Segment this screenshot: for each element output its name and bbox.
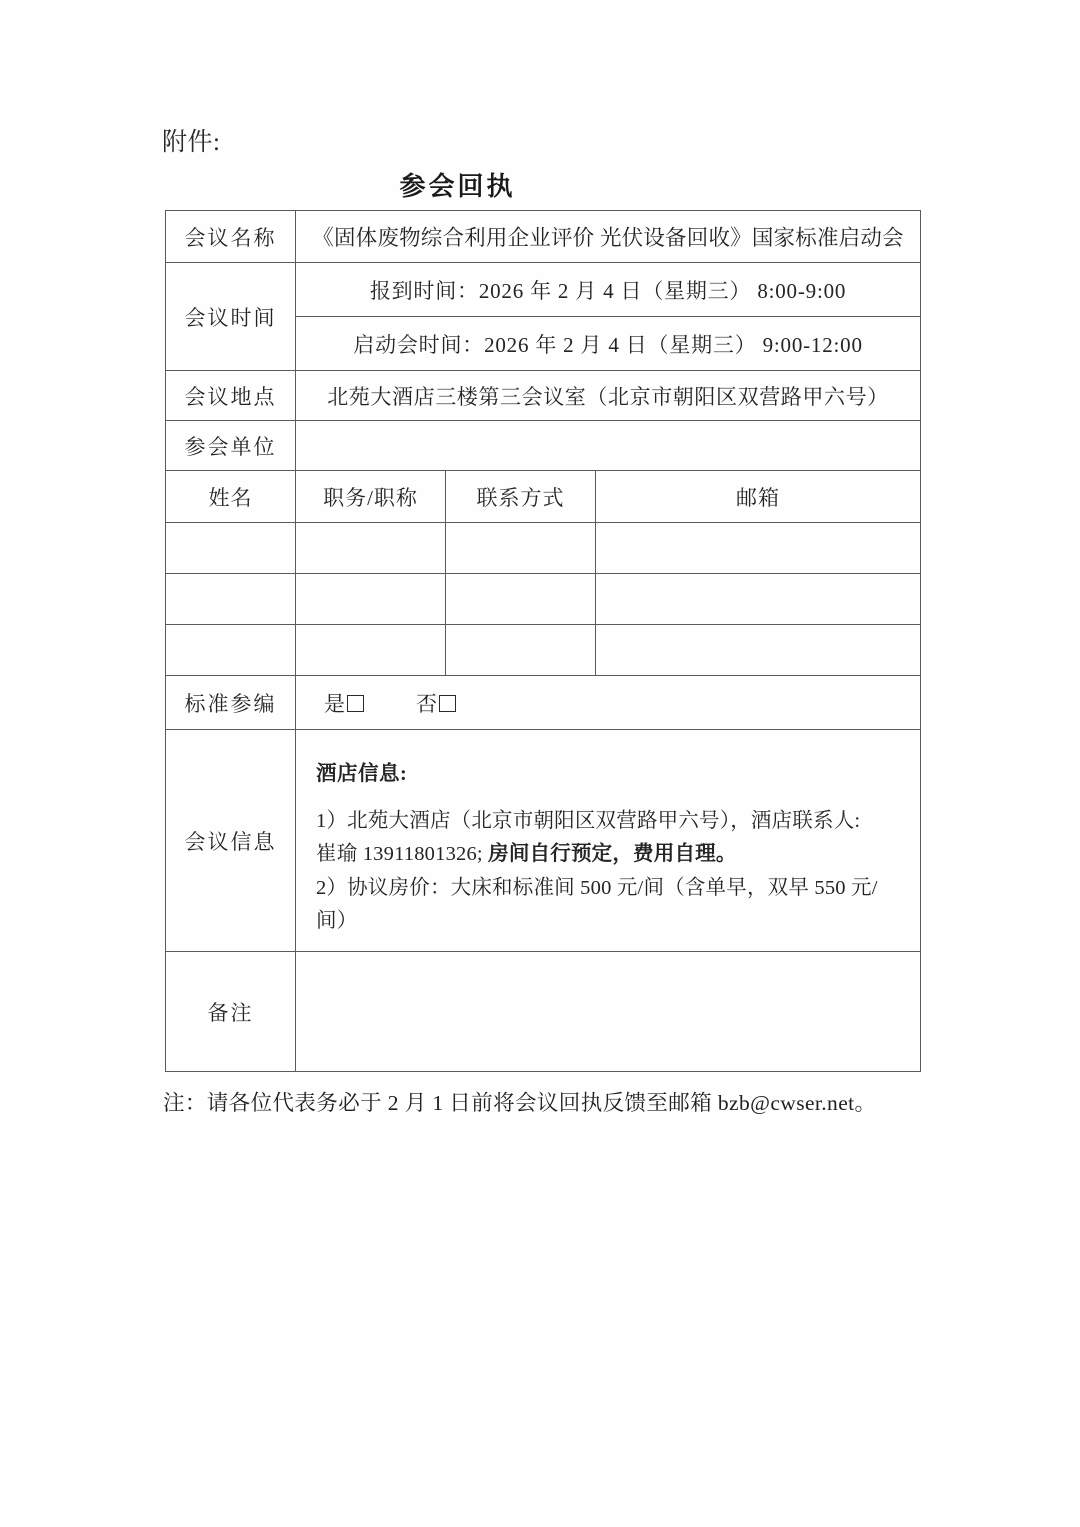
checkin-time-text: 报到时间：2026 年 2 月 4 日（星期三） 8:00-9:00	[369, 278, 847, 303]
page-title: 参会回执	[399, 172, 516, 201]
cell-meeting-info-content	[296, 730, 921, 952]
person-position-input[interactable]	[296, 523, 446, 574]
table-row	[166, 625, 921, 676]
meeting-receipt-table	[165, 210, 921, 1072]
cell-checkin-time	[296, 263, 921, 317]
person-contact-input[interactable]	[446, 574, 596, 625]
column-header-email: 邮箱	[596, 471, 921, 523]
table-row-remark	[166, 952, 921, 1072]
option-no-label: 否	[416, 691, 437, 716]
cell-kickoff-time	[296, 317, 921, 371]
checkbox-no[interactable]	[439, 695, 456, 712]
person-name-input[interactable]	[166, 574, 296, 625]
label-attending-unit: 参会单位	[166, 421, 296, 471]
hotel-booking-note: 房间自行预定，费用自理。	[488, 843, 737, 866]
label-meeting-name: 会议名称	[166, 211, 296, 263]
checkbox-yes[interactable]	[347, 695, 364, 712]
person-position-input[interactable]	[296, 574, 446, 625]
table-row	[166, 574, 921, 625]
meeting-info-block	[296, 730, 920, 948]
column-header-name: 姓名	[166, 471, 296, 523]
column-header-contact: 联系方式	[446, 471, 596, 523]
table-header-row-persons	[166, 471, 921, 523]
kickoff-time-text: 启动会时间：2026 年 2 月 4 日（星期三） 9:00-12:00	[353, 332, 863, 357]
person-contact-input[interactable]	[446, 625, 596, 676]
hotel-info-heading: 酒店信息:	[316, 763, 408, 785]
person-email-input[interactable]	[596, 523, 921, 574]
person-position-input[interactable]	[296, 625, 446, 676]
meeting-place-text: 北苑大酒店三楼第三会议室（北京市朝阳区双营路甲六号）	[327, 384, 889, 409]
attachment-label: 附件:	[162, 129, 221, 156]
hotel-info-line-2	[316, 838, 904, 871]
meeting-name-text: 《固体废物综合利用企业评价 光伏设备回收》国家标准启动会	[312, 226, 904, 250]
hotel-info-line-1: 1）北苑大酒店（北京市朝阳区双营路甲六号），酒店联系人:	[316, 810, 861, 833]
hotel-contact-phone: 崔瑜 13911801326;	[316, 843, 489, 866]
person-name-input[interactable]	[166, 523, 296, 574]
label-remark: 备注	[166, 952, 296, 1072]
label-standard-participation: 标准参编	[166, 676, 296, 730]
label-meeting-time: 会议时间	[166, 263, 296, 371]
column-header-position: 职务/职称	[296, 471, 446, 523]
table-row-attending-unit	[166, 421, 921, 471]
table-row-meeting-time-1	[166, 263, 921, 317]
cell-meeting-name-value	[296, 211, 921, 263]
person-contact-input[interactable]	[446, 523, 596, 574]
option-yes-label: 是	[324, 691, 345, 716]
person-name-input[interactable]	[166, 625, 296, 676]
cell-standard-participation-options	[296, 676, 921, 730]
footer-note: 注：请各位代表务必于 2 月 1 日前将会议回执反馈至邮箱 bzb@cwser.net。	[163, 1091, 877, 1115]
remark-input[interactable]	[296, 952, 921, 1072]
label-meeting-place: 会议地点	[166, 371, 296, 421]
table-row-meeting-place	[166, 371, 921, 421]
table-row-meeting-name	[166, 211, 921, 263]
table-row-meeting-info	[166, 730, 921, 952]
label-meeting-info: 会议信息	[166, 730, 296, 952]
attending-unit-input[interactable]	[296, 421, 921, 471]
cell-meeting-place-value	[296, 371, 921, 421]
table-row-standard-participation	[166, 676, 921, 730]
table-row	[166, 523, 921, 574]
person-email-input[interactable]	[596, 574, 921, 625]
hotel-info-line-3: 2）协议房价：大床和标准间 500 元/间（含单早，双早 550 元/间）	[316, 876, 878, 932]
person-email-input[interactable]	[596, 625, 921, 676]
